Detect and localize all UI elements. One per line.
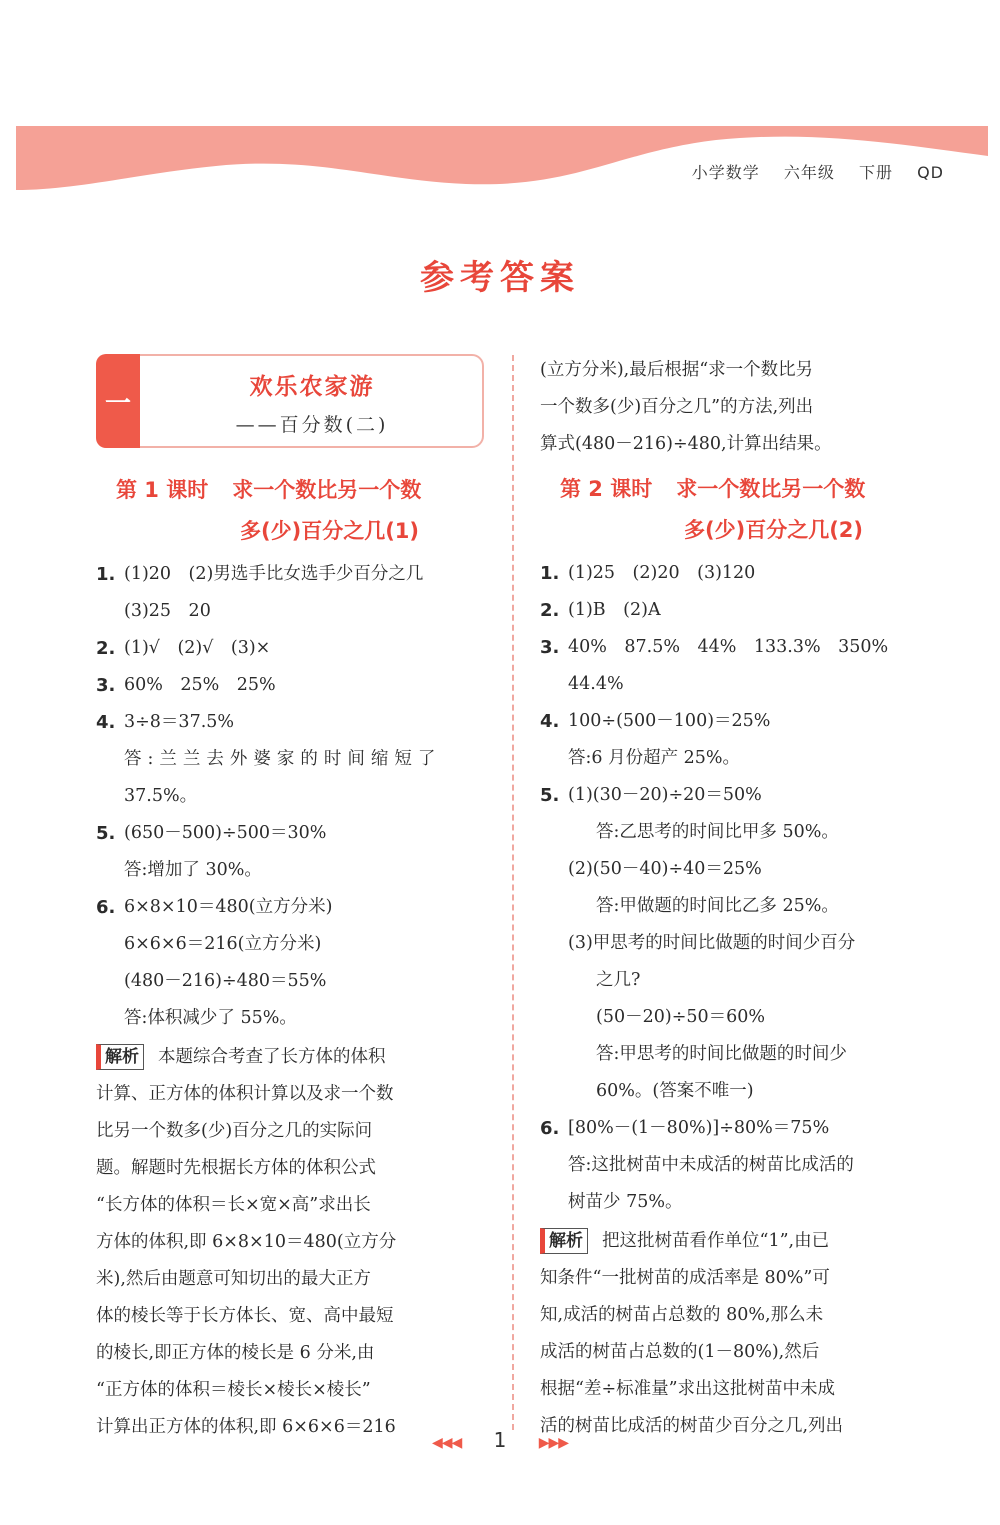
analysis-line: 本题综合考查了长方体的体积 bbox=[158, 1047, 386, 1067]
analysis-line: 比另一个数多(少)百分之几的实际问 bbox=[96, 1121, 373, 1141]
analysis-line: 计算、正方体的体积计算以及求一个数 bbox=[96, 1084, 394, 1104]
item-number: 3. bbox=[96, 675, 116, 696]
analysis-line: 知,成活的树苗占总数的 80%,那么未 bbox=[540, 1305, 824, 1325]
analysis-line: 题。解题时先根据长方体的体积公式 bbox=[96, 1158, 376, 1178]
page-footer bbox=[0, 1428, 1000, 1452]
grade-label: 六年级 bbox=[783, 163, 835, 182]
analysis-line: “长方体的体积＝长×宽×高”求出长 bbox=[96, 1195, 371, 1215]
answer-item bbox=[540, 629, 930, 703]
item-number: 6. bbox=[96, 897, 116, 918]
answer-item bbox=[540, 1110, 930, 1221]
page-title: 参考答案 bbox=[420, 258, 580, 298]
header-info bbox=[674, 160, 944, 183]
left-column bbox=[96, 350, 486, 1446]
answer-line: 6×8×10＝480(立方分米) bbox=[124, 897, 333, 917]
right-column bbox=[540, 350, 930, 1445]
answer-item bbox=[540, 555, 930, 592]
item-number: 5. bbox=[96, 823, 116, 844]
answer-line: 答:增加了 30%。 bbox=[124, 860, 262, 880]
answer-line: 答:兰兰去外婆家的时间缩短了 bbox=[124, 749, 442, 769]
analysis-line: 计算出正方体的体积,即 6×6×6＝216 bbox=[96, 1417, 396, 1437]
item-number: 1. bbox=[96, 564, 116, 585]
answer-line: (480－216)÷480＝55% bbox=[124, 971, 327, 991]
left-arrows-icon: ◀◀◀ bbox=[431, 1435, 462, 1451]
answer-line: (1)B (2)A bbox=[568, 600, 661, 620]
analysis-block bbox=[540, 1221, 930, 1445]
analysis-tag: 解析 bbox=[540, 1228, 588, 1254]
column-divider bbox=[512, 355, 514, 1430]
answer-item bbox=[96, 889, 486, 1037]
answer-item bbox=[540, 777, 930, 1110]
answer-item bbox=[96, 630, 486, 667]
analysis-line: 活的树苗比成活的树苗少百分之几,列出 bbox=[540, 1416, 844, 1436]
edition-label: QD bbox=[917, 163, 944, 182]
answer-line: 答:甲思考的时间比做题的时间少 bbox=[596, 1044, 847, 1064]
answer-line: 答:6 月份超产 25%。 bbox=[568, 748, 741, 768]
page-number: 1 bbox=[493, 1428, 507, 1452]
answer-line: 答:这批树苗中未成活的树苗比成活的 bbox=[568, 1155, 854, 1175]
answer-line: (50－20)÷50＝60% bbox=[596, 1007, 766, 1027]
analysis-line: 米),然后由题意可知切出的最大正方 bbox=[96, 1269, 371, 1289]
answer-line: [80%－(1－80%)]÷80%＝75% bbox=[568, 1118, 830, 1138]
analysis-line: 方体的体积,即 6×8×10＝480(立方分 bbox=[96, 1232, 397, 1252]
lesson-heading bbox=[560, 469, 930, 551]
lesson-number: 第 1 课时 bbox=[116, 478, 209, 502]
volume-label: 下册 bbox=[858, 163, 893, 182]
answer-line: (1)√ (2)√ (3)× bbox=[124, 638, 271, 658]
item-number: 4. bbox=[540, 711, 560, 732]
answer-line: (1)25 (2)20 (3)120 bbox=[568, 563, 756, 583]
answer-line: 树苗少 75%。 bbox=[568, 1192, 683, 1212]
analysis-line: 算式(480－216)÷480,计算出结果。 bbox=[540, 434, 832, 454]
lesson-title: 求一个数比另一个数 bbox=[676, 477, 866, 501]
analysis-line: 成活的树苗占总数的(1－80%),然后 bbox=[540, 1342, 820, 1362]
answer-line: (3)甲思考的时间比做题的时间少百分 bbox=[568, 933, 856, 953]
answer-line: 100÷(500－100)＝25% bbox=[568, 711, 771, 731]
item-number: 3. bbox=[540, 637, 560, 658]
answer-line: 44.4% bbox=[568, 674, 624, 694]
lesson-heading bbox=[116, 470, 486, 552]
analysis-line: 一个数多(少)百分之几”的方法,列出 bbox=[540, 397, 814, 417]
item-number: 6. bbox=[540, 1118, 560, 1139]
item-number: 2. bbox=[96, 638, 116, 659]
analysis-line: 把这批树苗看作单位“1”,由已 bbox=[602, 1231, 830, 1251]
analysis-line: 知条件“一批树苗的成活率是 80%”可 bbox=[540, 1268, 830, 1288]
answer-line: (2)(50－40)÷40＝25% bbox=[568, 859, 762, 879]
answer-line: 60%。(答案不唯一) bbox=[596, 1081, 754, 1101]
answer-line: 60% 25% 25% bbox=[124, 675, 276, 695]
answer-line: 答:体积减少了 55%。 bbox=[124, 1008, 297, 1028]
item-number: 5. bbox=[540, 785, 560, 806]
unit-number: 一 bbox=[96, 354, 140, 448]
lesson-title-cont: 多(少)百分之几(2) bbox=[684, 518, 864, 542]
answer-item bbox=[96, 815, 486, 889]
answer-line: (1)20 (2)男选手比女选手少百分之几 bbox=[124, 564, 424, 584]
answer-line: 3÷8＝37.5% bbox=[124, 712, 235, 732]
analysis-line: 根据“差÷标准量”求出这批树苗中未成 bbox=[540, 1379, 836, 1399]
answer-item bbox=[96, 556, 486, 630]
answer-line: 答:乙思考的时间比甲多 50%。 bbox=[596, 822, 839, 842]
lesson-number: 第 2 课时 bbox=[560, 477, 653, 501]
unit-header bbox=[96, 354, 484, 448]
answer-line: 40% 87.5% 44% 133.3% 350% bbox=[568, 637, 889, 657]
right-arrows-icon: ▶▶▶ bbox=[538, 1435, 569, 1451]
answer-line: (3)25 20 bbox=[124, 601, 211, 621]
subject-label: 小学数学 bbox=[691, 163, 760, 182]
analysis-line: 体的棱长等于长方体长、宽、高中最短 bbox=[96, 1306, 394, 1326]
lesson-title-cont: 多(少)百分之几(1) bbox=[240, 519, 420, 543]
answer-item bbox=[540, 592, 930, 629]
unit-title: 欢乐农家游 bbox=[249, 374, 375, 400]
answer-item bbox=[540, 703, 930, 777]
item-number: 4. bbox=[96, 712, 116, 733]
answer-line: (1)(30－20)÷20＝50% bbox=[568, 785, 762, 805]
answer-line: 之几? bbox=[596, 970, 641, 990]
item-number: 1. bbox=[540, 563, 560, 584]
analysis-line: “正方体的体积＝棱长×棱长×棱长” bbox=[96, 1380, 371, 1400]
answer-line: 答:甲做题的时间比乙多 25%。 bbox=[596, 896, 839, 916]
answer-line: 37.5%。 bbox=[124, 786, 198, 806]
item-number: 2. bbox=[540, 600, 560, 621]
lesson-title: 求一个数比另一个数 bbox=[232, 478, 422, 502]
answer-item bbox=[96, 704, 486, 815]
analysis-line: (立方分米),最后根据“求一个数比另 bbox=[540, 360, 814, 380]
unit-subtitle: ——百分数(二) bbox=[235, 414, 389, 436]
answer-line: 6×6×6＝216(立方分米) bbox=[124, 934, 322, 954]
analysis-block bbox=[96, 1037, 486, 1446]
analysis-tag: 解析 bbox=[96, 1044, 144, 1070]
analysis-line: 的棱长,即正方体的棱长是 6 分米,由 bbox=[96, 1343, 375, 1363]
answer-item bbox=[96, 667, 486, 704]
answer-line: (650－500)÷500＝30% bbox=[124, 823, 327, 843]
analysis-continued bbox=[540, 350, 930, 463]
